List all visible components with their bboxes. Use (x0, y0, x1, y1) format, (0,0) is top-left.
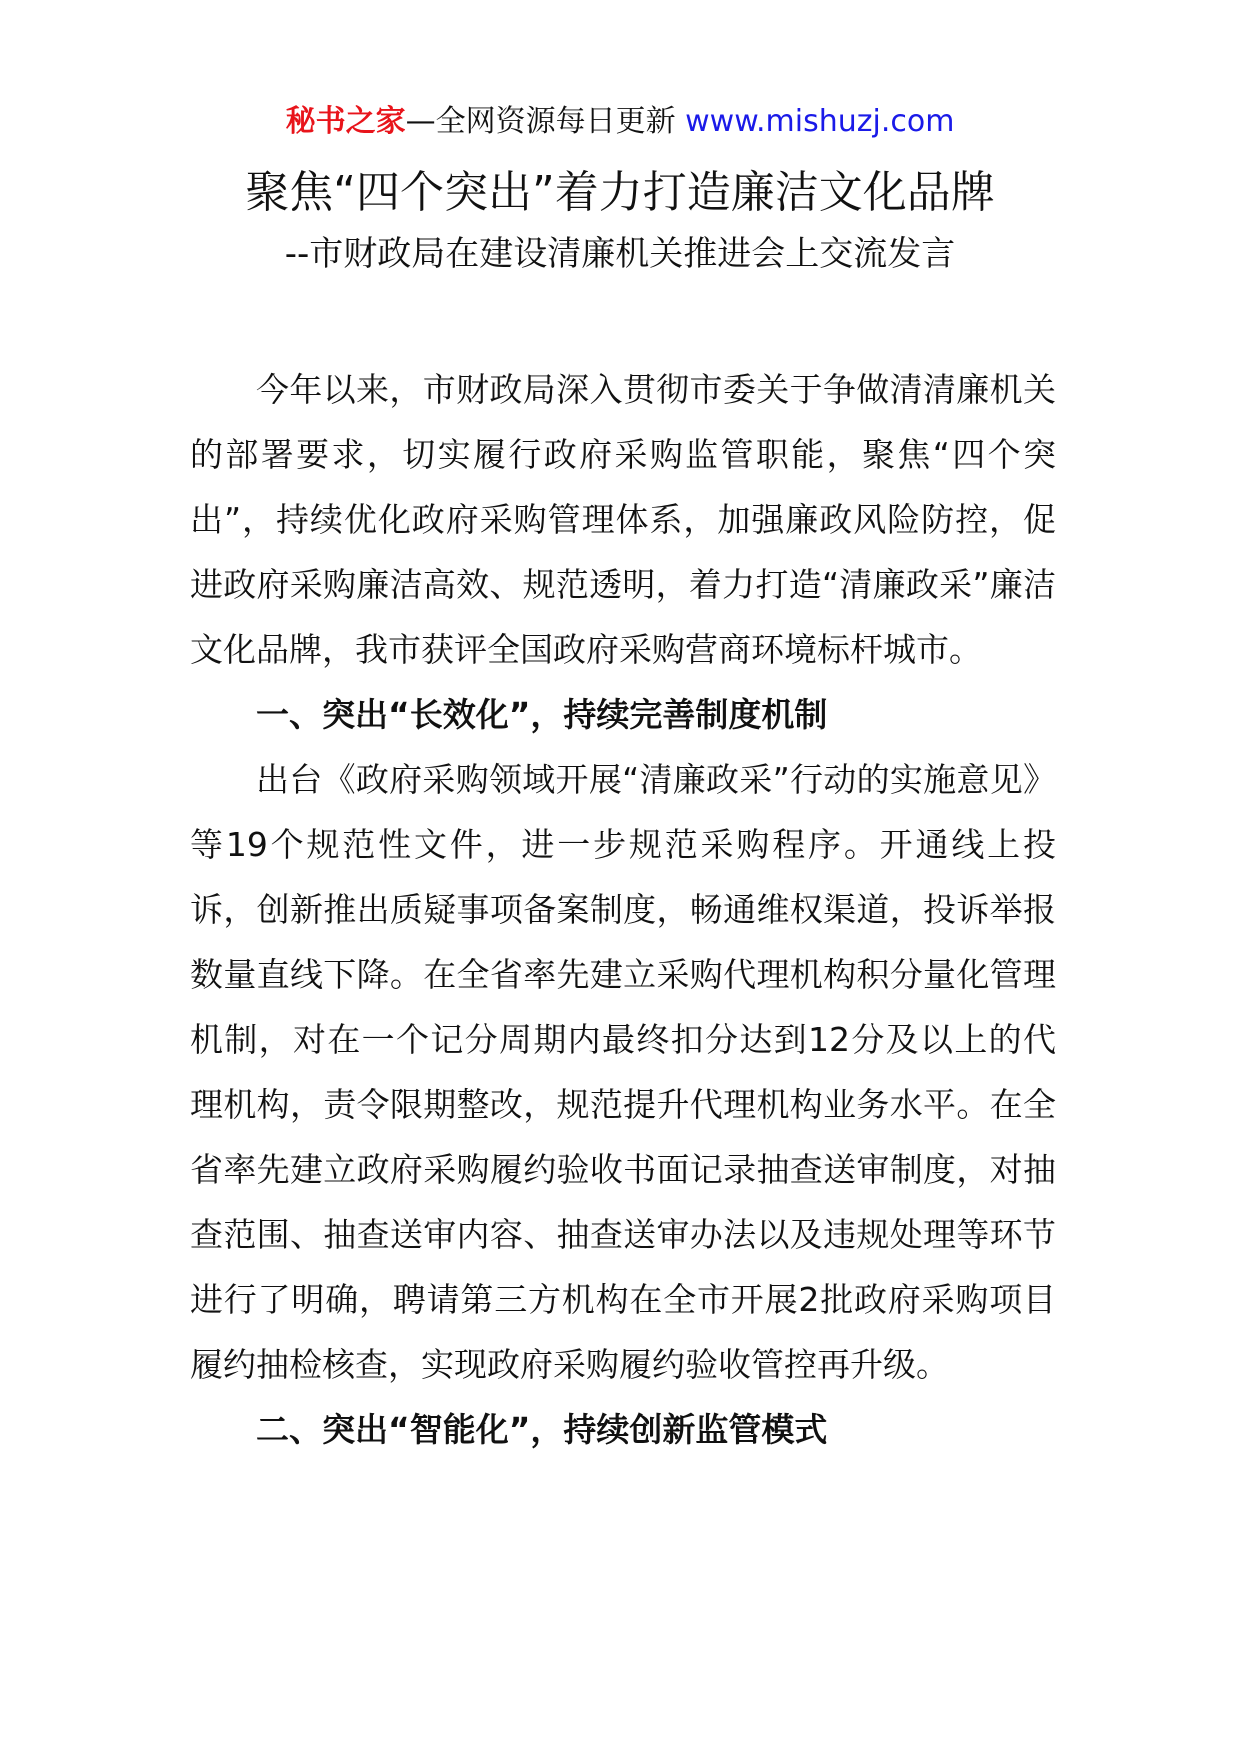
section-heading-2: 二、突出“智能化”，持续创新监管模式 (256, 1410, 828, 1449)
document-title: 聚焦“四个突出”着力打造廉洁文化品牌 (245, 167, 995, 218)
site-brand: 秘书之家 (285, 104, 406, 139)
site-url-link[interactable]: www.mishuzj.com (685, 104, 955, 139)
site-tagline: —全网资源每日更新 (405, 104, 676, 139)
document-subtitle: --市财政局在建设清廉机关推进会上交流发言 (284, 234, 956, 274)
section-1-paragraph: 出台《政府采购领域开展“清廉政采”行动的实施意见》等19个规范性文件，进一步规范采购程序。开通线上投诉，创新推出质疑事项备案制度，畅通维权渠道，投诉举报数量直线下降。在全省率先建立采购代理机构积分量化管理机制，对在一个记分周期内最终扣分达到12分及以上的代理机构，责令限期整改，规范提升代理机构业务水平。在全省率先建立政府采购履约验收书面记录抽查送审制度，对抽查范围、抽查送审内容、抽查送审办法以及违规处理等环节进行了明确，聘请第三方机构在全市开展2批政府采购项目履约抽检核查，实现政府采购履约验收管控再升级。 (190, 760, 1056, 1384)
section-heading-1: 一、突出“长效化”，持续完善制度机制 (256, 695, 828, 734)
document-body (190, 357, 1056, 1462)
site-header (0, 100, 1240, 144)
intro-paragraph: 今年以来，市财政局深入贯彻市委关于争做清清廉机关的部署要求，切实履行政府采购监管职能，聚焦“四个突出”，持续优化政府采购管理体系，加强廉政风险防控，促进政府采购廉洁高效、规范透明，着力打造“清廉政采”廉洁文化品牌，我市获评全国政府采购营商环境标杆城市。 (190, 370, 1056, 669)
